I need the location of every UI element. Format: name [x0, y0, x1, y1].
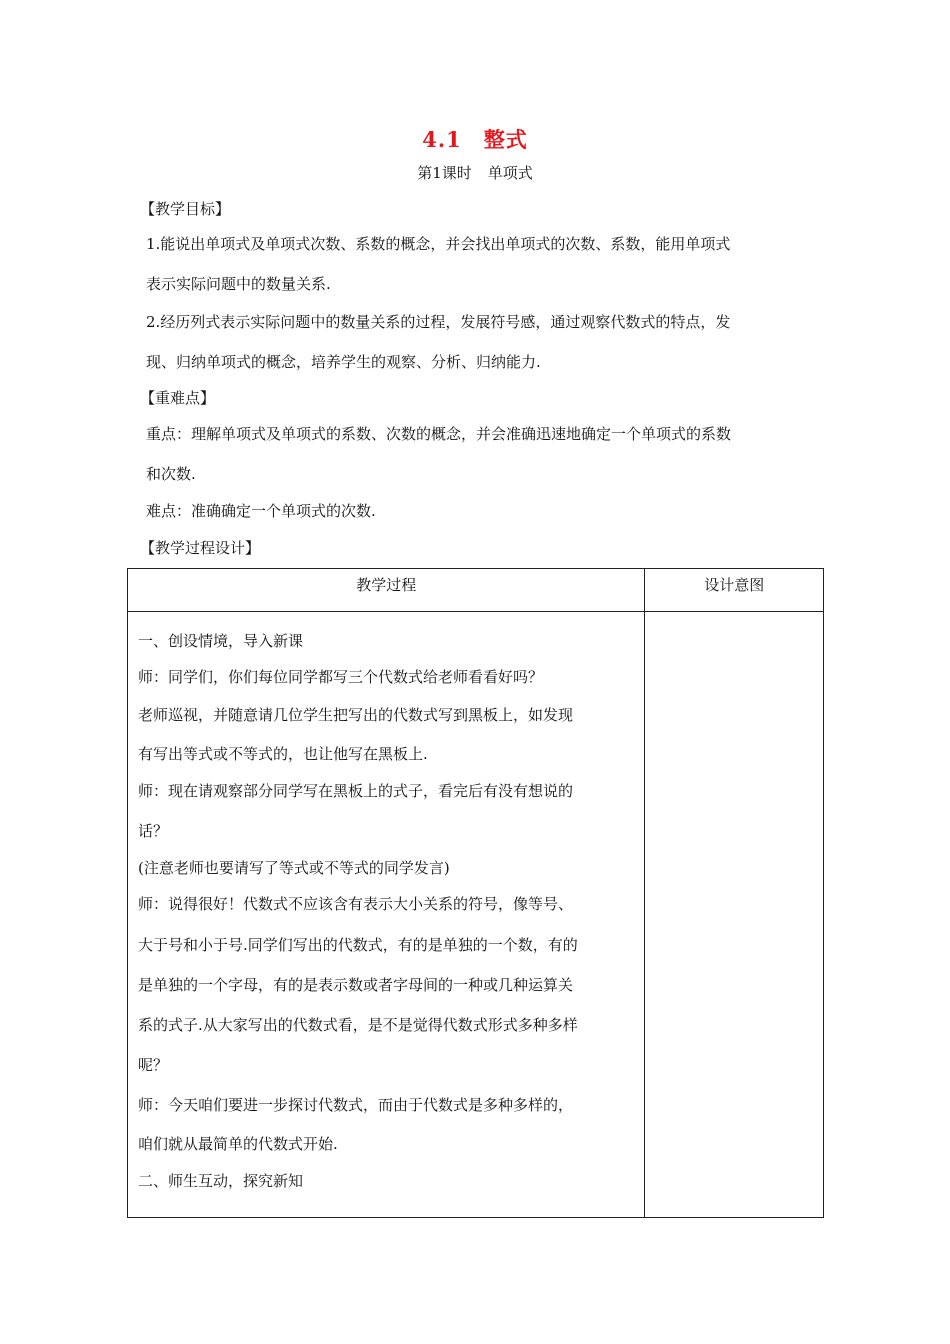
key-point-line: 重点：理解单项式及单项式的系数、次数的概念，并会准确迅速地确定一个单项式的系数 — [146, 425, 732, 443]
column-header-intent: 设计意图 — [645, 569, 824, 612]
objective-line: 现、归纳单项式的概念，培养学生的观察、分析、归纳能力. — [146, 353, 541, 371]
process-line: 师：同学们，你们每位同学都写三个代数式给老师看看好吗？ — [138, 668, 544, 686]
key-point-line: 难点：准确确定一个单项式的次数. — [146, 502, 376, 520]
table-header-row — [128, 569, 824, 612]
table-row — [128, 612, 824, 1218]
lesson-table — [127, 568, 824, 1218]
section-title: 整式 — [483, 127, 528, 152]
section-number: 4.1 — [422, 127, 462, 152]
process-line: 话？ — [138, 822, 169, 840]
subtitle — [0, 162, 950, 183]
column-header-process: 教学过程 — [128, 569, 645, 612]
objective-line: 表示实际问题中的数量关系. — [146, 275, 331, 293]
process-line: 系的式子.从大家写出的代数式看，是不是觉得代数式形式多种多样 — [138, 1016, 578, 1034]
process-line: 大于号和小于号.同学们写出的代数式，有的是单独的一个数，有的 — [138, 936, 578, 954]
process-line: (注意老师也要请写了等式或不等式的同学发言) — [138, 859, 450, 877]
process-line: 老师巡视，并随意请几位学生把写出的代数式写到黑板上，如发现 — [138, 706, 574, 724]
process-line: 是单独的一个字母，有的是表示数或者字母间的一种或几种运算关 — [138, 976, 574, 994]
key-point-line: 和次数. — [146, 465, 196, 483]
process-line: 师：说得很好！代数式不应该含有表示大小关系的符号，像等号、 — [138, 895, 574, 913]
process-line: 师：现在请观察部分同学写在黑板上的式子，看完后有没有想说的 — [138, 782, 574, 800]
process-cell — [128, 612, 645, 1218]
process-line: 呢？ — [138, 1056, 169, 1074]
process-line: 一、创设情境，导入新课 — [138, 632, 304, 650]
lesson-topic: 单项式 — [487, 164, 533, 182]
lesson-number: 第1课时 — [417, 164, 472, 182]
intent-cell — [645, 612, 824, 1218]
process-line: 有写出等式或不等式的，也让他写在黑板上. — [138, 745, 428, 763]
objective-line: 1.能说出单项式及单项式次数、系数的概念，并会找出单项式的次数、系数，能用单项式 — [146, 235, 731, 253]
page-title — [0, 124, 950, 154]
objectives-heading: 【教学目标】 — [140, 200, 231, 218]
process-heading: 【教学过程设计】 — [140, 539, 261, 557]
process-line: 二、师生互动，探究新知 — [138, 1172, 304, 1190]
objective-line: 2.经历列式表示实际问题中的数量关系的过程，发展符号感，通过观察代数式的特点，发 — [146, 313, 731, 331]
process-line: 师：今天咱们要进一步探讨代数式，而由于代数式是多种多样的， — [138, 1096, 574, 1114]
process-line: 咱们就从最简单的代数式开始. — [138, 1135, 338, 1153]
key-points-heading: 【重难点】 — [140, 389, 216, 407]
